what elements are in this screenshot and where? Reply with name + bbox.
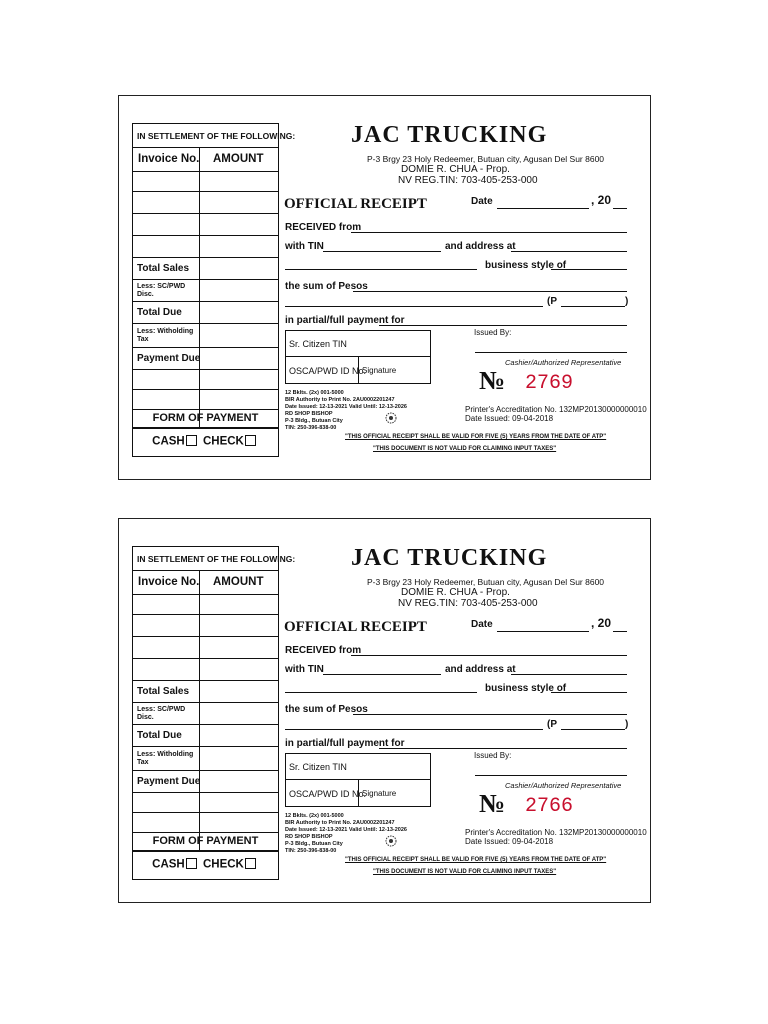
table-row[interactable] [133,813,278,833]
validity-note: "THIS OFFICIAL RECEIPT SHALL BE VALID FOR FIVE (5) YEARS FROM THE DATE OF ATP" [345,857,607,863]
table-row[interactable] [133,615,278,637]
company-address: P-3 Brgy 23 Holy Redeemer, Butuan city, Agusan Del Sur 8600 [367,577,605,587]
settlement-header: IN SETTLEMENT OF THE FOLLOWING: [133,124,278,148]
table-row[interactable] [133,324,278,348]
issued-by-field[interactable] [475,775,627,776]
table-row[interactable] [133,258,278,280]
table-row[interactable] [133,172,278,192]
citizen-box [285,330,431,384]
year-field[interactable] [613,631,627,632]
accreditation: Printer's Accreditation No. 132MP20130000000010 [465,405,647,414]
business-style-field[interactable] [551,269,627,270]
company-name: JAC TRUCKING [351,122,548,148]
sum-of-pesos-field-2[interactable] [285,306,543,307]
company-tin: NV REG.TIN: 703-405-253-000 [398,598,538,609]
address-field-2[interactable] [285,269,477,270]
form-of-payment-label: FORM OF PAYMENT [152,835,259,847]
table-row [133,571,278,595]
table-row [133,148,278,172]
sum-of-pesos-field[interactable] [353,291,627,292]
payment-due-label: Payment Due [137,776,201,787]
address-field[interactable] [511,674,627,675]
table-row[interactable] [133,659,278,681]
sum-of-pesos-field[interactable] [353,714,627,715]
table-row[interactable] [133,595,278,615]
less-sc-label: Less: SC/PWD Disc. [137,283,186,298]
check-label: CHECK [202,435,244,448]
address-field-2[interactable] [285,692,477,693]
received-from-field[interactable] [351,655,627,656]
amount-header: AMOUNT [213,153,264,165]
input-tax-note: "THIS DOCUMENT IS NOT VALID FOR CLAIMING INPUT TAXES" [373,869,557,875]
issued-by-field[interactable] [475,352,627,353]
check-checkbox[interactable] [245,858,256,869]
sr-citizen-field[interactable]: Sr. Citizen TIN [286,754,430,780]
peso-amount-field[interactable] [561,306,625,307]
receipt-2 [118,518,651,903]
partial-payment-label: in partial/full payment for [285,315,405,326]
date-issued: Date Issued: 09-04-2018 [465,414,554,423]
peso-paren: (P [547,296,557,307]
printer-line: 12 Bklts. (2x) 001-5000 [285,390,344,396]
table-row[interactable] [133,637,278,659]
settlement-table [132,123,296,457]
address-label: and address at [445,241,516,252]
date-issued: Date Issued: 09-04-2018 [465,837,554,846]
table-row[interactable] [133,771,278,793]
osca-field[interactable]: OSCA/PWD ID No. [289,366,367,376]
table-row[interactable] [133,348,278,370]
printer-line: Date Issued: 12-13-2021 Valid Until: 12-13-2026 [285,827,407,833]
official-receipt-title: OFFICIAL RECEIPT [284,196,427,212]
table-row[interactable] [133,703,278,725]
year-prefix: , 20 [591,193,612,207]
issued-by-label: Issued By: [474,751,512,760]
printer-line: Date Issued: 12-13-2021 Valid Until: 12-13-2026 [285,404,407,410]
table-row[interactable] [133,280,278,302]
cash-label: CASH [152,858,185,871]
address-field[interactable] [511,251,627,252]
printer-line: TIN: 250-396-838-00 [285,425,337,431]
date-label: Date [471,196,493,207]
company-tin: NV REG.TIN: 703-405-253-000 [398,175,538,186]
less-wt-label: Less: Witholding Tax [137,328,194,343]
total-sales-label: Total Sales [137,686,190,697]
number-symbol: № [479,789,506,818]
proprietor: DOMIE R. CHUA - Prop. [401,587,510,598]
table-row[interactable] [133,370,278,390]
date-label: Date [471,619,493,630]
payment-options [133,858,278,871]
less-wt-label: Less: Witholding Tax [137,751,194,766]
invoice-no-header: Invoice No. [138,576,200,588]
printer-line: P-3 Bldg., Butuan City [285,841,343,847]
official-receipt-title: OFFICIAL RECEIPT [284,619,427,635]
receipt-number: 2766 [525,795,574,818]
table-row[interactable] [133,302,278,324]
check-checkbox[interactable] [245,435,256,446]
with-tin-label: with TIN [285,241,324,252]
printer-line: RD SHOP BISHOP [285,411,333,417]
company-address: P-3 Brgy 23 Holy Redeemer, Butuan city, Agusan Del Sur 8600 [367,154,605,164]
peso-close: ) [625,296,629,307]
table-row[interactable] [133,725,278,747]
date-field[interactable] [497,631,589,632]
with-tin-label: with TIN [285,664,324,675]
received-from-label: RECEIVED from [285,645,362,656]
table-row[interactable] [133,236,278,258]
cash-checkbox[interactable] [186,858,197,869]
year-prefix: , 20 [591,616,612,630]
table-row[interactable] [133,192,278,214]
business-style-field[interactable] [551,692,627,693]
printer-line: P-3 Bldg., Butuan City [285,418,343,424]
received-from-field[interactable] [351,232,627,233]
receipt-number: 2769 [525,372,574,395]
accreditation: Printer's Accreditation No. 132MP20130000000010 [465,828,647,837]
amount-header: AMOUNT [213,576,264,588]
check-label: CHECK [202,858,244,871]
input-tax-note: "THIS DOCUMENT IS NOT VALID FOR CLAIMING INPUT TAXES" [373,446,557,452]
sr-citizen-field[interactable]: Sr. Citizen TIN [286,331,430,357]
settlement-header: IN SETTLEMENT OF THE FOLLOWING: [133,547,278,571]
printer-line: TIN: 250-396-838-00 [285,848,337,854]
table-row[interactable] [133,214,278,236]
printer-line: RD SHOP BISHOP [285,834,333,840]
total-sales-label: Total Sales [137,263,190,274]
business-style-label: business style of [485,260,567,271]
total-due-label: Total Due [137,307,182,318]
peso-amount-field[interactable] [561,729,625,730]
business-style-label: business style of [485,683,567,694]
partial-payment-field[interactable] [379,748,627,749]
settlement-table [132,546,296,880]
payment-options [133,435,278,448]
printer-seal-icon [385,412,397,424]
proprietor: DOMIE R. CHUA - Prop. [401,164,510,175]
number-symbol: № [479,366,506,395]
tin-field[interactable] [323,251,441,252]
tin-field[interactable] [323,674,441,675]
address-label: and address at [445,664,516,675]
received-from-label: RECEIVED from [285,222,362,233]
cashier-label: Cashier/Authorized Representative [505,781,622,790]
printer-seal-icon [385,835,397,847]
table-row[interactable] [133,793,278,813]
payment-due-label: Payment Due [137,353,201,364]
year-field[interactable] [613,208,627,209]
sum-of-pesos-field-2[interactable] [285,729,543,730]
osca-field[interactable]: OSCA/PWD ID No. [289,789,367,799]
total-due-label: Total Due [137,730,182,741]
table-row[interactable] [133,747,278,771]
table-row[interactable] [133,681,278,703]
validity-note: "THIS OFFICIAL RECEIPT SHALL BE VALID FOR FIVE (5) YEARS FROM THE DATE OF ATP" [345,434,607,440]
partial-payment-label: in partial/full payment for [285,738,405,749]
partial-payment-field[interactable] [379,325,627,326]
signature-label: Signature [362,366,397,375]
sum-of-pesos-label: the sum of Pesos [285,704,368,715]
printer-line: BIR Authority to Print No. 2AU0002201247 [285,397,395,403]
receipt-1 [118,95,651,480]
issued-by-label: Issued By: [474,328,512,337]
printer-line: BIR Authority to Print No. 2AU0002201247 [285,820,395,826]
signature-label: Signature [362,789,397,798]
peso-paren: (P [547,719,557,730]
form-of-payment-label: FORM OF PAYMENT [152,412,259,424]
peso-close: ) [625,719,629,730]
less-sc-label: Less: SC/PWD Disc. [137,706,186,721]
sum-of-pesos-label: the sum of Pesos [285,281,368,292]
cashier-label: Cashier/Authorized Representative [505,358,622,367]
invoice-no-header: Invoice No. [138,153,200,165]
cash-label: CASH [152,435,185,448]
date-field[interactable] [497,208,589,209]
cash-checkbox[interactable] [186,435,197,446]
company-name: JAC TRUCKING [351,545,548,571]
table-row[interactable] [133,390,278,410]
citizen-box [285,753,431,807]
printer-line: 12 Bklts. (2x) 001-5000 [285,813,344,819]
